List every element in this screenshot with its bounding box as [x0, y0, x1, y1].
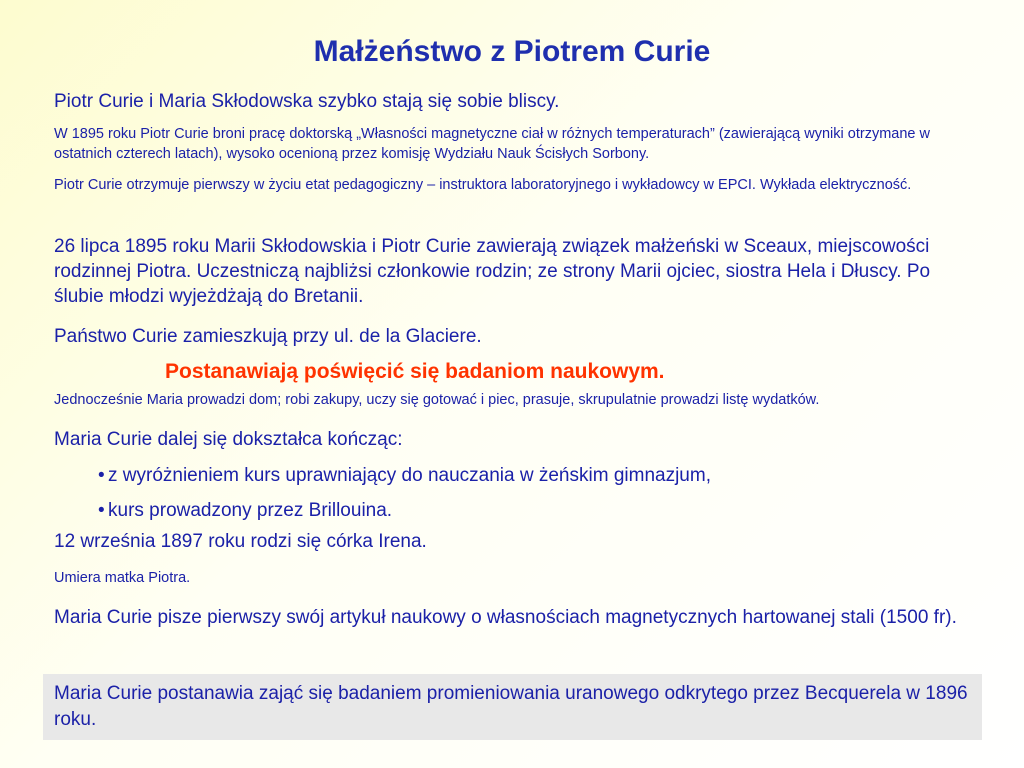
summary-box-text: Maria Curie postanawia zająć się badaniem promieniowania uranowego odkrytego przez Becquerela w 1896 roku.: [54, 683, 968, 730]
paragraph-zamieszkanie: Państwo Curie zamieszkują przy ul. de la Glaciere.: [54, 326, 482, 347]
paragraph-bliscy: Piotr Curie i Maria Skłodowska szybko stają się sobie bliscy.: [54, 91, 560, 112]
slide-title: Małżeństwo z Piotrem Curie: [313, 35, 711, 68]
paragraph-ksztalcenie: Maria Curie dalej się dokształca kończąc:: [54, 429, 403, 450]
list-item: [98, 493, 711, 528]
bullet-list: [98, 458, 711, 528]
paragraph-dom: Jednocześnie Maria prowadzi dom; robi zakupy, uczy się gotować i piec, prasuje, skrupulatnie prowadzi listę wydatków.: [54, 392, 820, 408]
paragraph-slub: 26 lipca 1895 roku Marii Skłodowskia i Piotr Curie zawierają związek małżeński w Sceaux, miejscowości rodzinnej Piotra. Uczestniczą najbliżsi członkowie rodzin; ze strony Marii ojciec, siostra Hela i Dłuscy. Po ślubie młodzi wyjeżdżają do Bretanii.: [54, 236, 931, 307]
paragraph-artykul: Maria Curie pisze pierwszy swój artykuł naukowy o własnościach magnetycznych hartowanej stali (1500 fr).: [54, 607, 957, 628]
list-item: [98, 458, 711, 493]
bullet-icon: •: [98, 500, 105, 521]
highlight-statement: Postanawiają poświęcić się badaniom naukowym.: [165, 360, 665, 383]
paragraph-doktorat: W 1895 roku Piotr Curie broni pracę doktorską „Własności magnetyczne ciał w różnych temperaturach” (zawierającą wyniki otrzymane w ostatnich czterech latach), wysoko ocenioną przez komisję Wydziału Nauk Ścisłych Sorbony.: [54, 126, 930, 162]
list-item-text: kurs prowadzony przez Brillouina.: [108, 500, 393, 521]
summary-box: [43, 674, 982, 740]
paragraph-matka: Umiera matka Piotra.: [54, 570, 191, 586]
paragraph-irena: 12 września 1897 roku rodzi się córka Irena.: [54, 531, 427, 552]
paragraph-etat: Piotr Curie otrzymuje pierwszy w życiu etat pedagogiczny – instruktora laboratoryjnego i wykładowcy w EPCI. Wykłada elektryczność.: [54, 177, 912, 193]
list-item-text: z wyróżnieniem kurs uprawniający do nauczania w żeńskim gimnazjum,: [108, 465, 711, 486]
bullet-icon: •: [98, 465, 105, 486]
